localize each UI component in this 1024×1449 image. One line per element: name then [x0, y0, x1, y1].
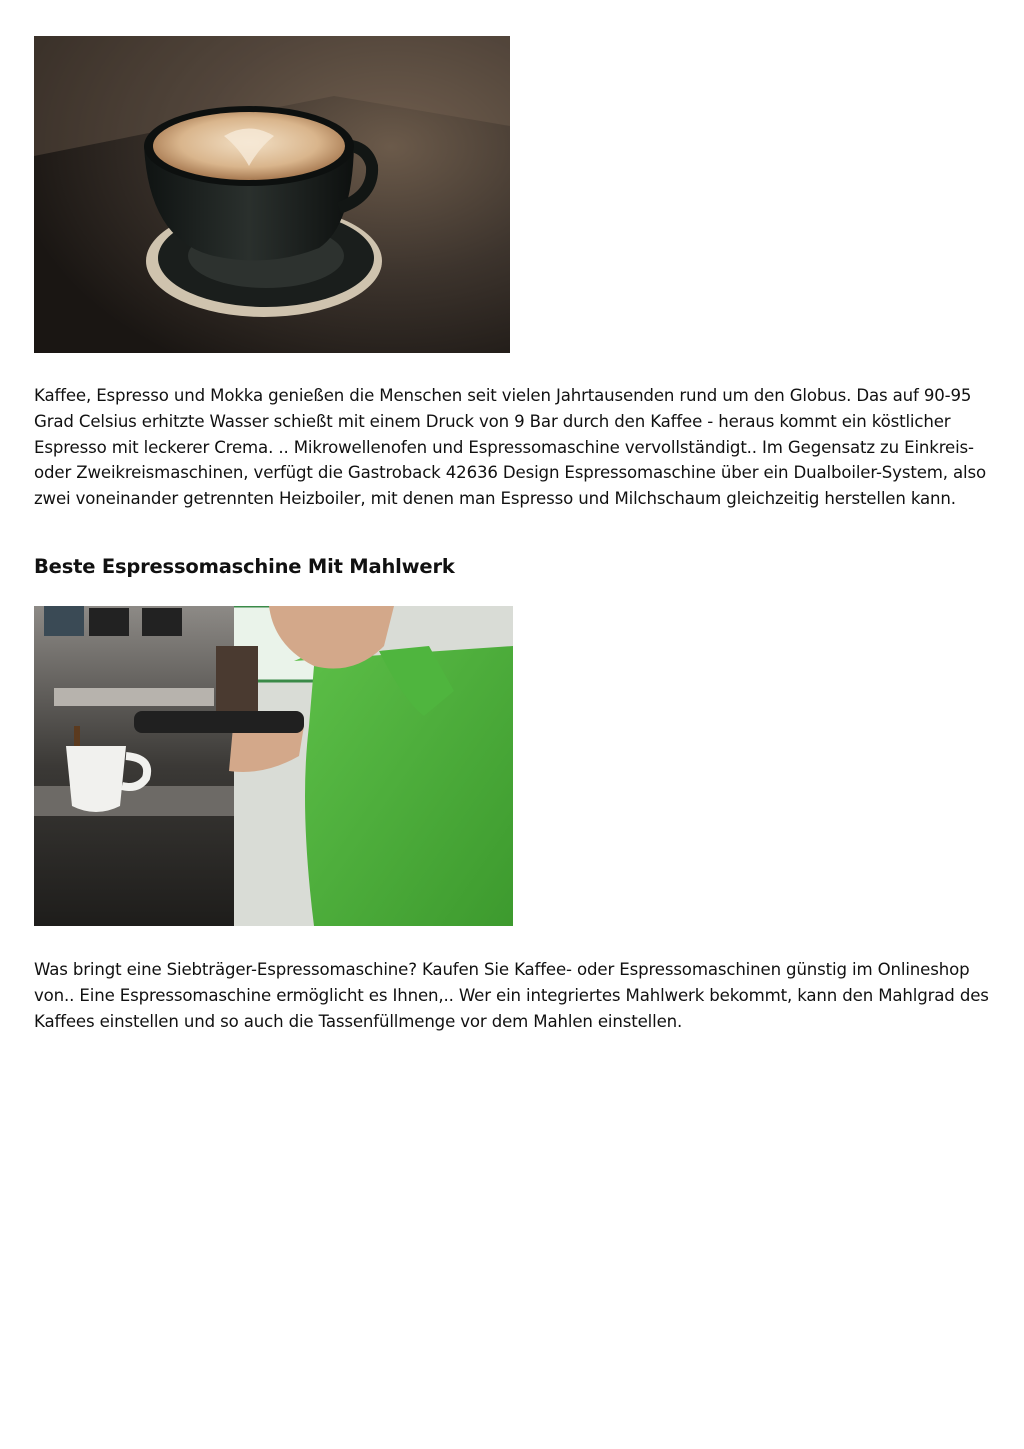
section-heading: Beste Espressomaschine Mit Mahlwerk	[34, 554, 455, 578]
article-paragraph-1: Kaffee, Espresso und Mokka genießen die Menschen seit vielen Jahrtausenden rund um den Globus. Das auf 90-95 Grad Celsius erhitzte Wasser schießt mit einem Druck von 9 Bar durch den Kaffee - heraus kommt ein köstlicher Espresso mit leckerer Crema. .. Mikrowellenofen und Espressomaschine vervollständigt.. Im Gegensatz zu Einkreis- oder Zweikreismaschinen, verfügt die Gastroback 42636 Design Espressomaschine über ein Dualboiler-System, also zwei voneinander getrennten Heizboiler, mit denen man Espresso und Milchschaum gleichzeitig herstellen kann.	[34, 386, 986, 509]
latte-cup-photo	[34, 36, 510, 353]
barista-espresso-machine-photo	[34, 606, 513, 926]
article	[34, 36, 994, 1034]
article-paragraph-2: Was bringt eine Siebträger-Espressomaschine? Kaufen Sie Kaffee- oder Espressomaschinen günstig im Onlineshop von.. Eine Espressomaschine ermöglicht es Ihnen,.. Wer ein integriertes Mahlwerk bekommt, kann den Mahlgrad des Kaffees einstellen und so auch die Tassenfüllmenge vor dem Mahlen einstellen.	[34, 959, 989, 1031]
